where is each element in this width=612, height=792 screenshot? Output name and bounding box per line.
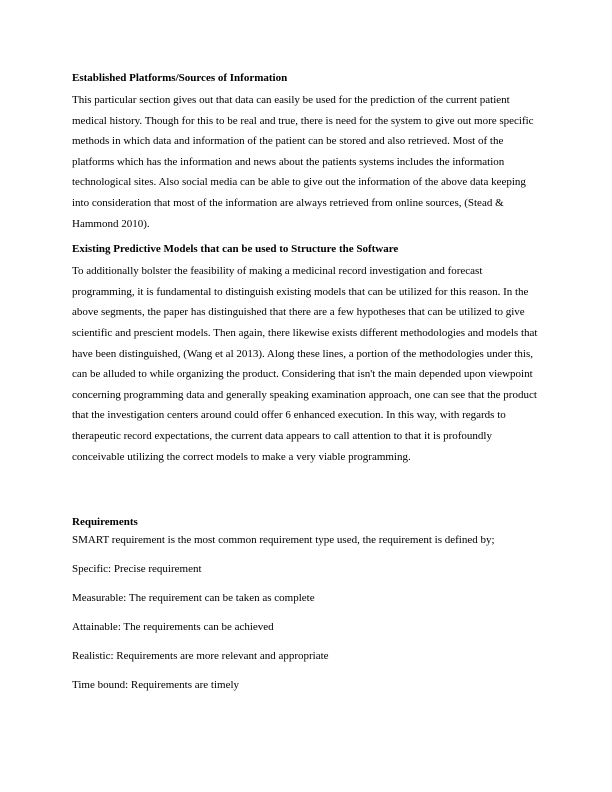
requirement-realistic: Realistic: Requirements are more relevant and appropriate — [72, 650, 329, 663]
requirements-intro: SMART requirement is the most common requirement type used, the requirement is defined by; — [72, 534, 495, 547]
section-heading-requirements: Requirements — [72, 516, 138, 529]
requirement-attainable: Attainable: The requirements can be achieved — [72, 621, 274, 634]
section-heading-platforms: Established Platforms/Sources of Information — [72, 72, 288, 84]
section-spacer — [72, 467, 542, 515]
section-body-predictive-models: To additionally bolster the feasibility of making a medicinal record investigation and forecast programming, it is fundamental to distinguish existing models that can be utilized for this reason. In the above segments, the paper has distinguished that there are a few hypotheses that can be utilized to give scientific and prescient models. Then again, there likewise exists different methodologies and models that have been distinguished, (Wang et al 2013). Along these lines, a portion of the methodologies under this, can be alluded to while organizing the product. Considering that isn't the main depended upon viewpoint concerning programming data and generally speaking examination approach, one can see that the product that the investigation centers around could offer 6 enhanced execution. In this way, with regards to therapeutic record expectations, the current data appears to call attention to that it is profoundly conceivable utilizing the correct models to make a very viable programming. — [72, 265, 538, 463]
section-spacer — [72, 234, 542, 242]
section-body-platforms: This particular section gives out that data can easily be used for the prediction of the current patient medical history. Though for this to be real and true, there is need for the system to give out more specific methods in which data and information of the patient can be stored and also retrieved. Most of the platforms which has the information and news about the patients systems includes the information technological sites. Also social media can be able to give out the information of the above data keeping into consideration that most of the information are always retrieved from online sources, (Stead & Hammond 2010). — [72, 94, 534, 230]
requirement-time-bound: Time bound: Requirements are timely — [72, 679, 240, 692]
section-heading-predictive-models: Existing Predictive Models that can be used to Structure the Software — [72, 243, 399, 256]
page-content — [72, 71, 542, 707]
requirement-measurable: Measurable: The requirement can be taken as complete — [72, 592, 315, 605]
requirement-specific: Specific: Precise requirement — [72, 563, 202, 576]
